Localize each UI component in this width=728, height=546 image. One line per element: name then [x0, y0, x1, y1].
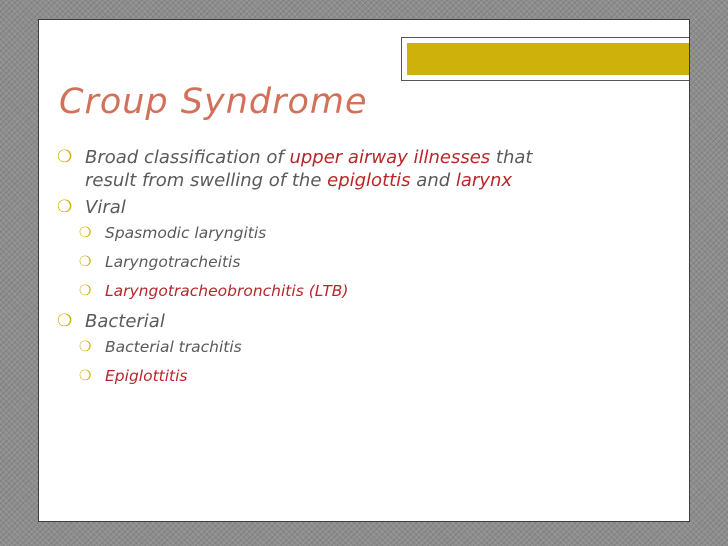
highlight-epiglottis: epiglottis — [327, 170, 411, 191]
bullet-text: that — [490, 147, 533, 168]
bullet-icon: ❍ — [79, 368, 92, 384]
sub-bullet-text: Epiglottitis — [105, 367, 188, 385]
sub-bullet-text: Laryngotracheitis — [105, 253, 241, 271]
bullet-icon: ❍ — [79, 339, 92, 355]
slide-title: Croup Syndrome — [59, 82, 368, 122]
bullet-text: result from swelling of the — [85, 170, 328, 191]
bullet-item-viral — [57, 196, 682, 219]
bullet-text: Viral — [85, 197, 126, 218]
bullet-icon: ❍ — [79, 283, 92, 299]
sub-bullet-text: Spasmodic laryngitis — [105, 224, 267, 242]
sub-bullet-ltb — [57, 277, 682, 306]
bullet-item-bacterial — [57, 310, 682, 333]
sub-bullet-laryngotracheitis — [57, 248, 682, 277]
bullet-item-broad-classification — [57, 146, 682, 192]
bullet-text: Broad classification of — [85, 147, 290, 168]
sub-bullet-epiglottitis — [57, 362, 682, 391]
accent-block — [402, 38, 690, 80]
bullet-icon: ❍ — [57, 197, 73, 217]
bullet-icon: ❍ — [79, 225, 92, 241]
bullet-list — [57, 146, 682, 391]
sub-bullet-bacterial-trachitis — [57, 333, 682, 362]
sub-bullet-spasmodic-laryngitis — [57, 219, 682, 248]
bullet-icon: ❍ — [57, 147, 73, 167]
bullet-icon: ❍ — [57, 311, 73, 331]
bullet-icon: ❍ — [79, 254, 92, 270]
sub-bullet-text: Laryngotracheobronchitis (LTB) — [105, 282, 349, 300]
bullet-text: and — [410, 170, 456, 191]
slide — [38, 19, 690, 522]
sub-bullet-text: Bacterial trachitis — [105, 338, 242, 356]
bullet-text: Bacterial — [85, 311, 165, 332]
highlight-larynx: larynx — [455, 170, 513, 191]
highlight-upper-airway: upper airway illnesses — [289, 147, 491, 168]
